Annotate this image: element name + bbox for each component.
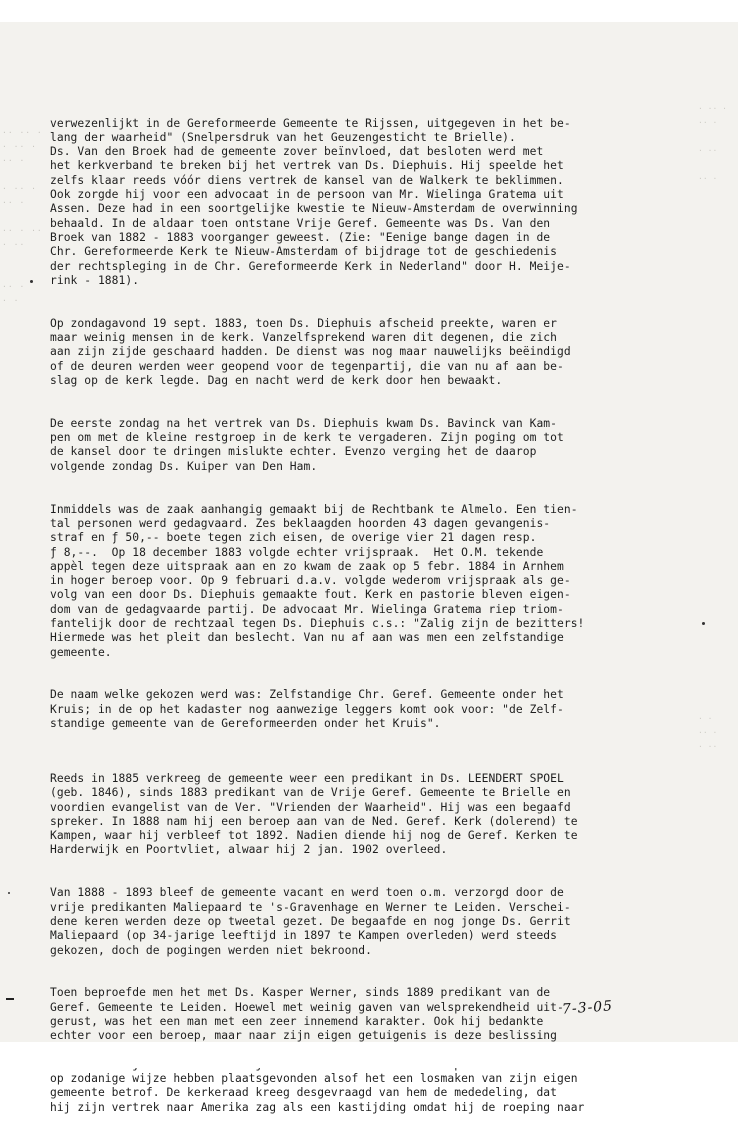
scan-border [0,1042,738,1068]
bleed-through-right: · ·· · ·· · · ·· ·· · [698,104,727,183]
margin-dash [6,998,14,1000]
document-body [50,88,734,1144]
paragraph-farewell: Op zondagavond 19 sept. 1883, toen Ds. Diephuis afscheid preekte, waren er maar weinig mensen in de kerk. Vanzelfsprekend waren dit degenen, die zich aan zijn zijde geschaard hadden. De dienst was nog maar nauwelijks beëindigd of de deuren werden weer geopend voor de tegenpartij, die van nu af aan be- slag op de kerk legde. Dag en nacht werd de kerk door hen bewaakt. [50,316,571,387]
scan-speck [8,892,10,894]
bleed-through-right-lower: · · ·· · · ·· [698,714,718,751]
scanned-page [0,22,738,1114]
bleed-through-margin: ·· ·· · · · ·· · ·· · · ·· · ·· · ·· · ·· · ·· ·· · · · [2,128,55,305]
paragraph-werner: Toen beproefde men het met Ds. Kasper Werner, sinds 1889 predikant van de Geref. Gemeente te Leiden. Hoewel met weinig gaven van welsprekendheid uit- gerust, was het een man met een zeer innemend karakter. Ook hij bedankte echter voor een beroep, maar naar zijn eigen getuigenis is deze beslissing op zodanige wijze hebben plaatsgevonden alsof het een losmaken van zijn eigen gemeente betrof. De kerkeraad kreeg desgevraagd van hem de mededeling, dat hij zijn vertrek naar Amerika zag als een kastijding omdat hij de roeping naar [50,986,585,1114]
paragraph-first-sunday: De eerste zondag na het vertrek van Ds. Diephuis kwam Ds. Bavinck van Kam- pen om met de kleine restgroep in de kerk te vergaderen. Zijn poging om tot de kansel door te dringen mislukte echter. Evenzo verging het de daarop volgende zondag Ds. Kuiper van Den Ham. [50,416,564,473]
scan-speck [702,622,705,625]
handwritten-date: 7-3-05 [561,998,614,1018]
paragraph-name: De naam welke gekozen werd was: Zelfstandige Chr. Geref. Gemeente onder het Kruis; in de op het kadaster nog aanwezige leggers komt ook voor: "de Zelf- standige gemeente van de Gereformeerden onder het Kruis". [50,688,564,731]
scan-speck [30,280,33,283]
paragraph-intro: verwezenlijkt in de Gereformeerde Gemeente te Rijssen, uitgegeven in het be- lang der waarheid" (Snelpersdruk van het Geuzengesticht te Brielle). Ds. Van den Broek had de gemeente zover beïnvloed, dat besloten werd met het kerkverband te breken bij het vertrek van Ds. Diephuis. Hij speelde het zelfs klaar reeds vóór diens vertrek de kansel van de Walkerk te beklimmen. Ook zorgde hij voor een advocaat in de persoon van Mr. Wielinga Gratema uit Assen. Deze had in een soortgelijke kwestie te Nieuw-Amsterdam de overwinning behaald. In de aldaar toen ontstane Vrije Geref. Gemeente was Ds. Van den Broek van 1882 - 1883 voorganger geweest. (Zie: "Eenige bange dagen in de Chr. Gereformeerde Kerk te Nieuw-Amsterdam of bijdrage tot de geschiedenis der rechtspleging in de Chr. Gereformeerde Kerk in Nederland" door H. Meije- rink - 1881). [50,116,578,287]
paragraph-vacancy: Van 1888 - 1893 bleef de gemeente vacant en werd toen o.m. verzorgd door de vrije predikanten Maliepaard te 's-Gravenhage en Werner te Leiden. Verschei- dene keren werden deze op tweetal gezet. De begaafde en nog jonge Ds. Gerrit Maliepaard (op 34-jarige leeftijd in 1897 te Kampen overleden) werd steeds gekozen, doch de pogingen werden niet bekroond. [50,886,571,957]
paragraph-court-case: Inmiddels was de zaak aanhangig gemaakt bij de Rechtbank te Almelo. Een tien- tal personen werd gedagvaard. Zes beklaagden hoorden 43 dagen gevangenis- straf en ƒ 50,-- boete tegen zich eisen, de overige vier 21 dagen resp. ƒ 8,--. Op 18 december 1883 volgde echter vrijspraak. Het O.M. tekende appèl tegen deze uitspraak aan en zo kwam de zaak op 5 febr. 1884 in Arnhem in hoger beroep voor. Op 9 februari d.a.v. volgde wederom vrijspraak als ge- volg van een door Ds. Diephuis gemaakte fout. Kerk en pastorie bleven eigen- dom van de gedagvaarde partij. De advocaat Mr. Wielinga Gratema riep triom- fantelijk door de rechtzaal tegen Ds. Diephuis c.s.: "Zalig zijn de bezitters! Hiermede was het pleit dan beslecht. Van nu af aan was men een zelfstandige gemeente. [50,502,585,659]
paragraph-spoel: Reeds in 1885 verkreeg de gemeente weer een predikant in Ds. LEENDERT SPOEL (geb. 1846), sinds 1883 predikant van de Vrije Geref. Gemeente te Brielle en voordien evangelist van de Ver. "Vrienden der Waarheid". Hij was een begaafd spreker. In 1888 nam hij een beroep aan van de Ned. Geref. Kerk (dolerend) te Kampen, waar hij verbleef tot 1892. Nadien diende hij nog de Geref. Kerken te Harderwijk en Poortvliet, alwaar hij 2 jan. 1902 overleed. [50,771,578,857]
